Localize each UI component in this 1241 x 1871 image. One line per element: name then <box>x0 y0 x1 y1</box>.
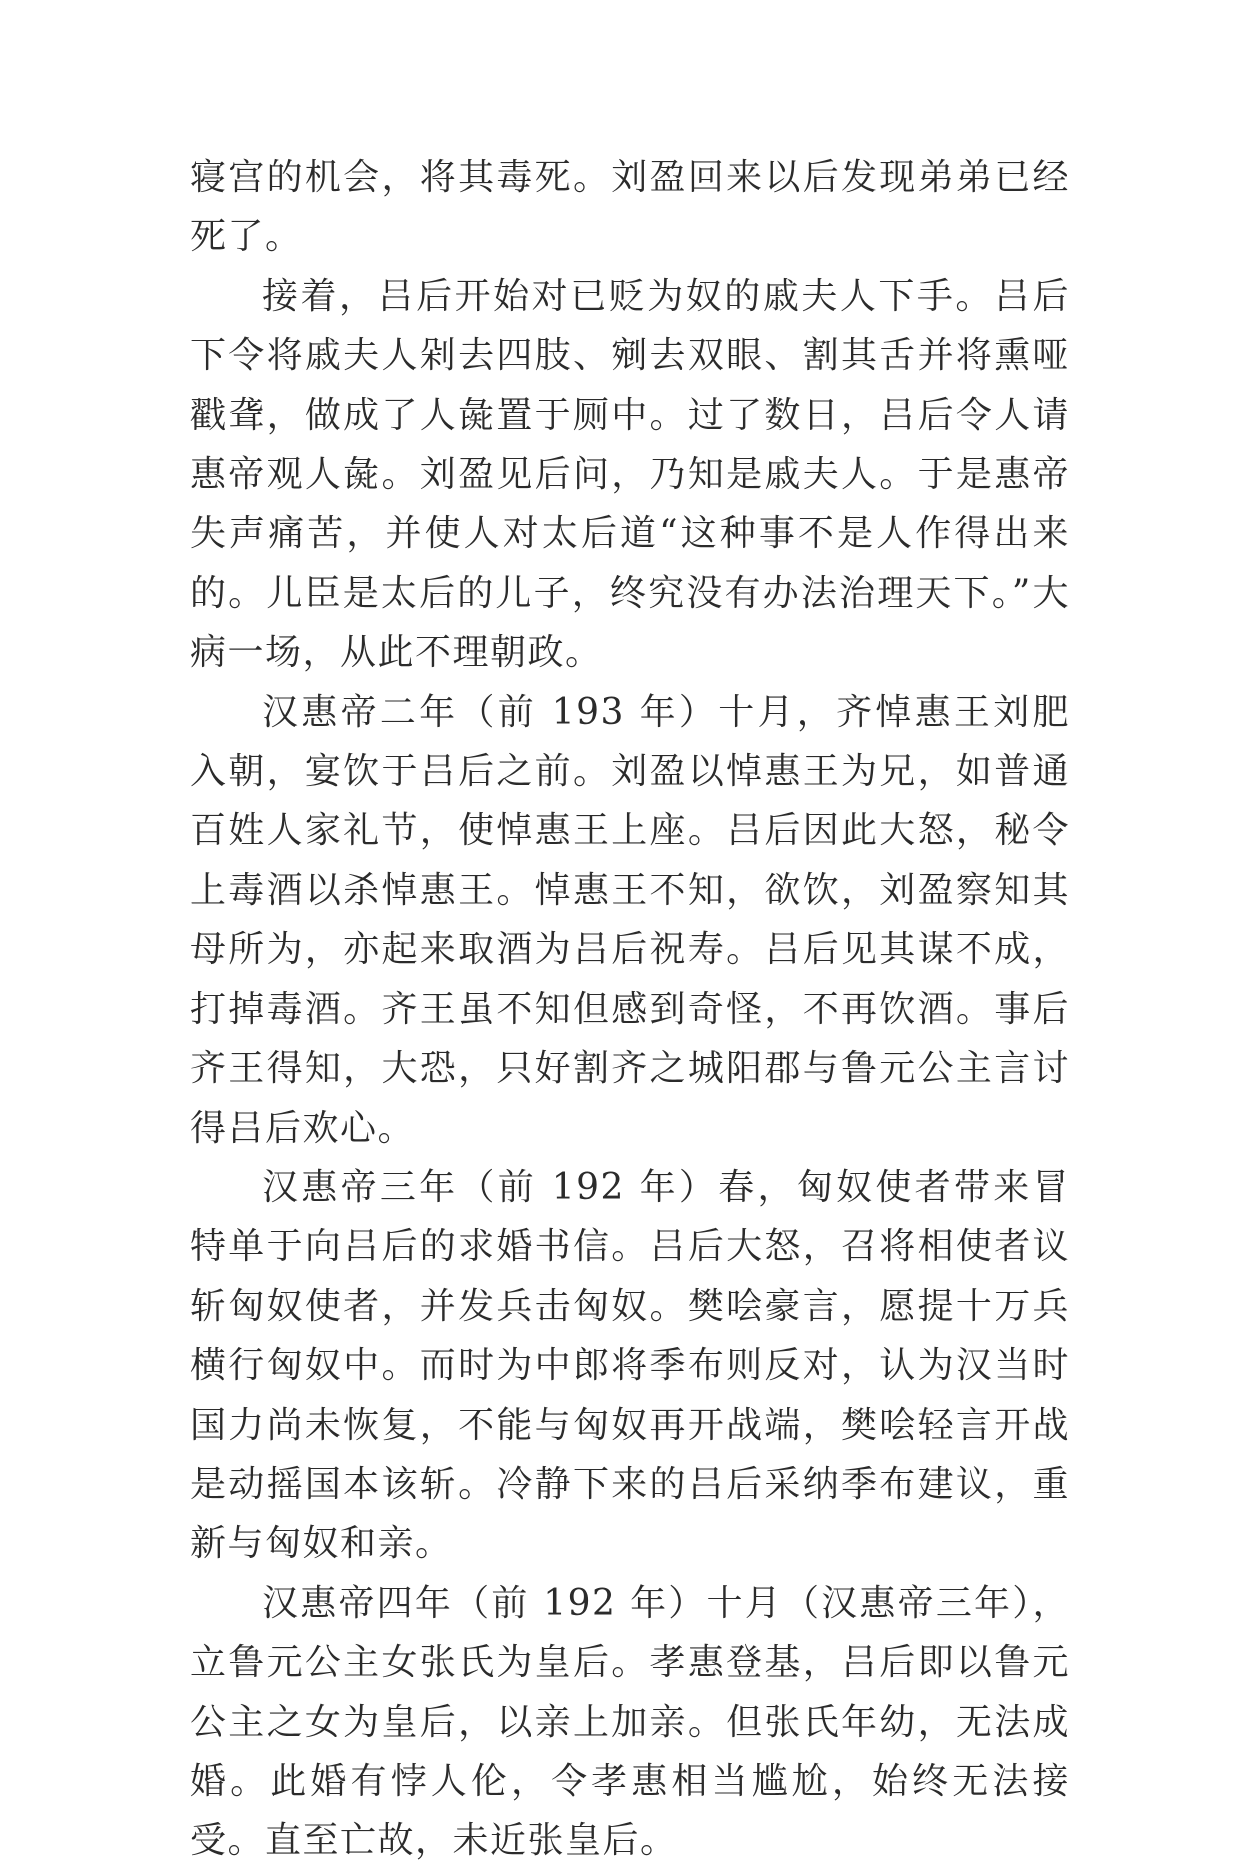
paragraph-year-three: 汉惠帝三年（前 192 年）春，匈奴使者带来冒特单于向吕后的求婚书信。吕后大怒，召将相使者议斩匈奴使者，并发兵击匈奴。樊哙豪言，愿提十万兵横行匈奴中。而时为中郎将季布则反对，认为汉当时国力尚未恢复，不能与匈奴再开战端，樊哙轻言开战是动摇国本该斩。冷静下来的吕后采纳季布建议，重新与匈奴和亲。 <box>190 1166 1070 1565</box>
paragraph-qi-furen: 接着，吕后开始对已贬为奴的戚夫人下手。吕后下令将戚夫人剁去四肢、剜去双眼、割其舌并将熏哑戳聋，做成了人彘置于厕中。过了数日，吕后令人请惠帝观人彘。刘盈见后问，乃知是戚夫人。于是惠帝失声痛苦，并使人对太后道“这种事不是人作得出来的。儿臣是太后的儿子，终究没有办法治理天下。”大病一场，从此不理朝政。 <box>190 275 1070 674</box>
paragraph-year-four: 汉惠帝四年（前 192 年）十月（汉惠帝三年），立鲁元公主女张氏为皇后。孝惠登基，吕后即以鲁元公主之女为皇后，以亲上加亲。但张氏年幼，无法成婚。此婚有悖人伦，令孝惠相当尴尬，始终无法接受。直至亡故，未近张皇后。 <box>190 1582 1070 1862</box>
document-body <box>190 148 1070 1871</box>
paragraph-continuation: 寝宫的机会，将其毒死。刘盈回来以后发现弟弟已经死了。 <box>190 157 1070 258</box>
paragraph-year-two: 汉惠帝二年（前 193 年）十月，齐悼惠王刘肥入朝，宴饮于吕后之前。刘盈以悼惠王为兄，如普通百姓人家礼节，使悼惠王上座。吕后因此大怒，秘令上毒酒以杀悼惠王。悼惠王不知，欲饮，刘盈察知其母所为，亦起来取酒为吕后祝寿。吕后见其谋不成，打掉毒酒。齐王虽不知但感到奇怪，不再饮酒。事后齐王得知，大恐，只好割齐之城阳郡与鲁元公主言讨得吕后欢心。 <box>190 691 1070 1149</box>
